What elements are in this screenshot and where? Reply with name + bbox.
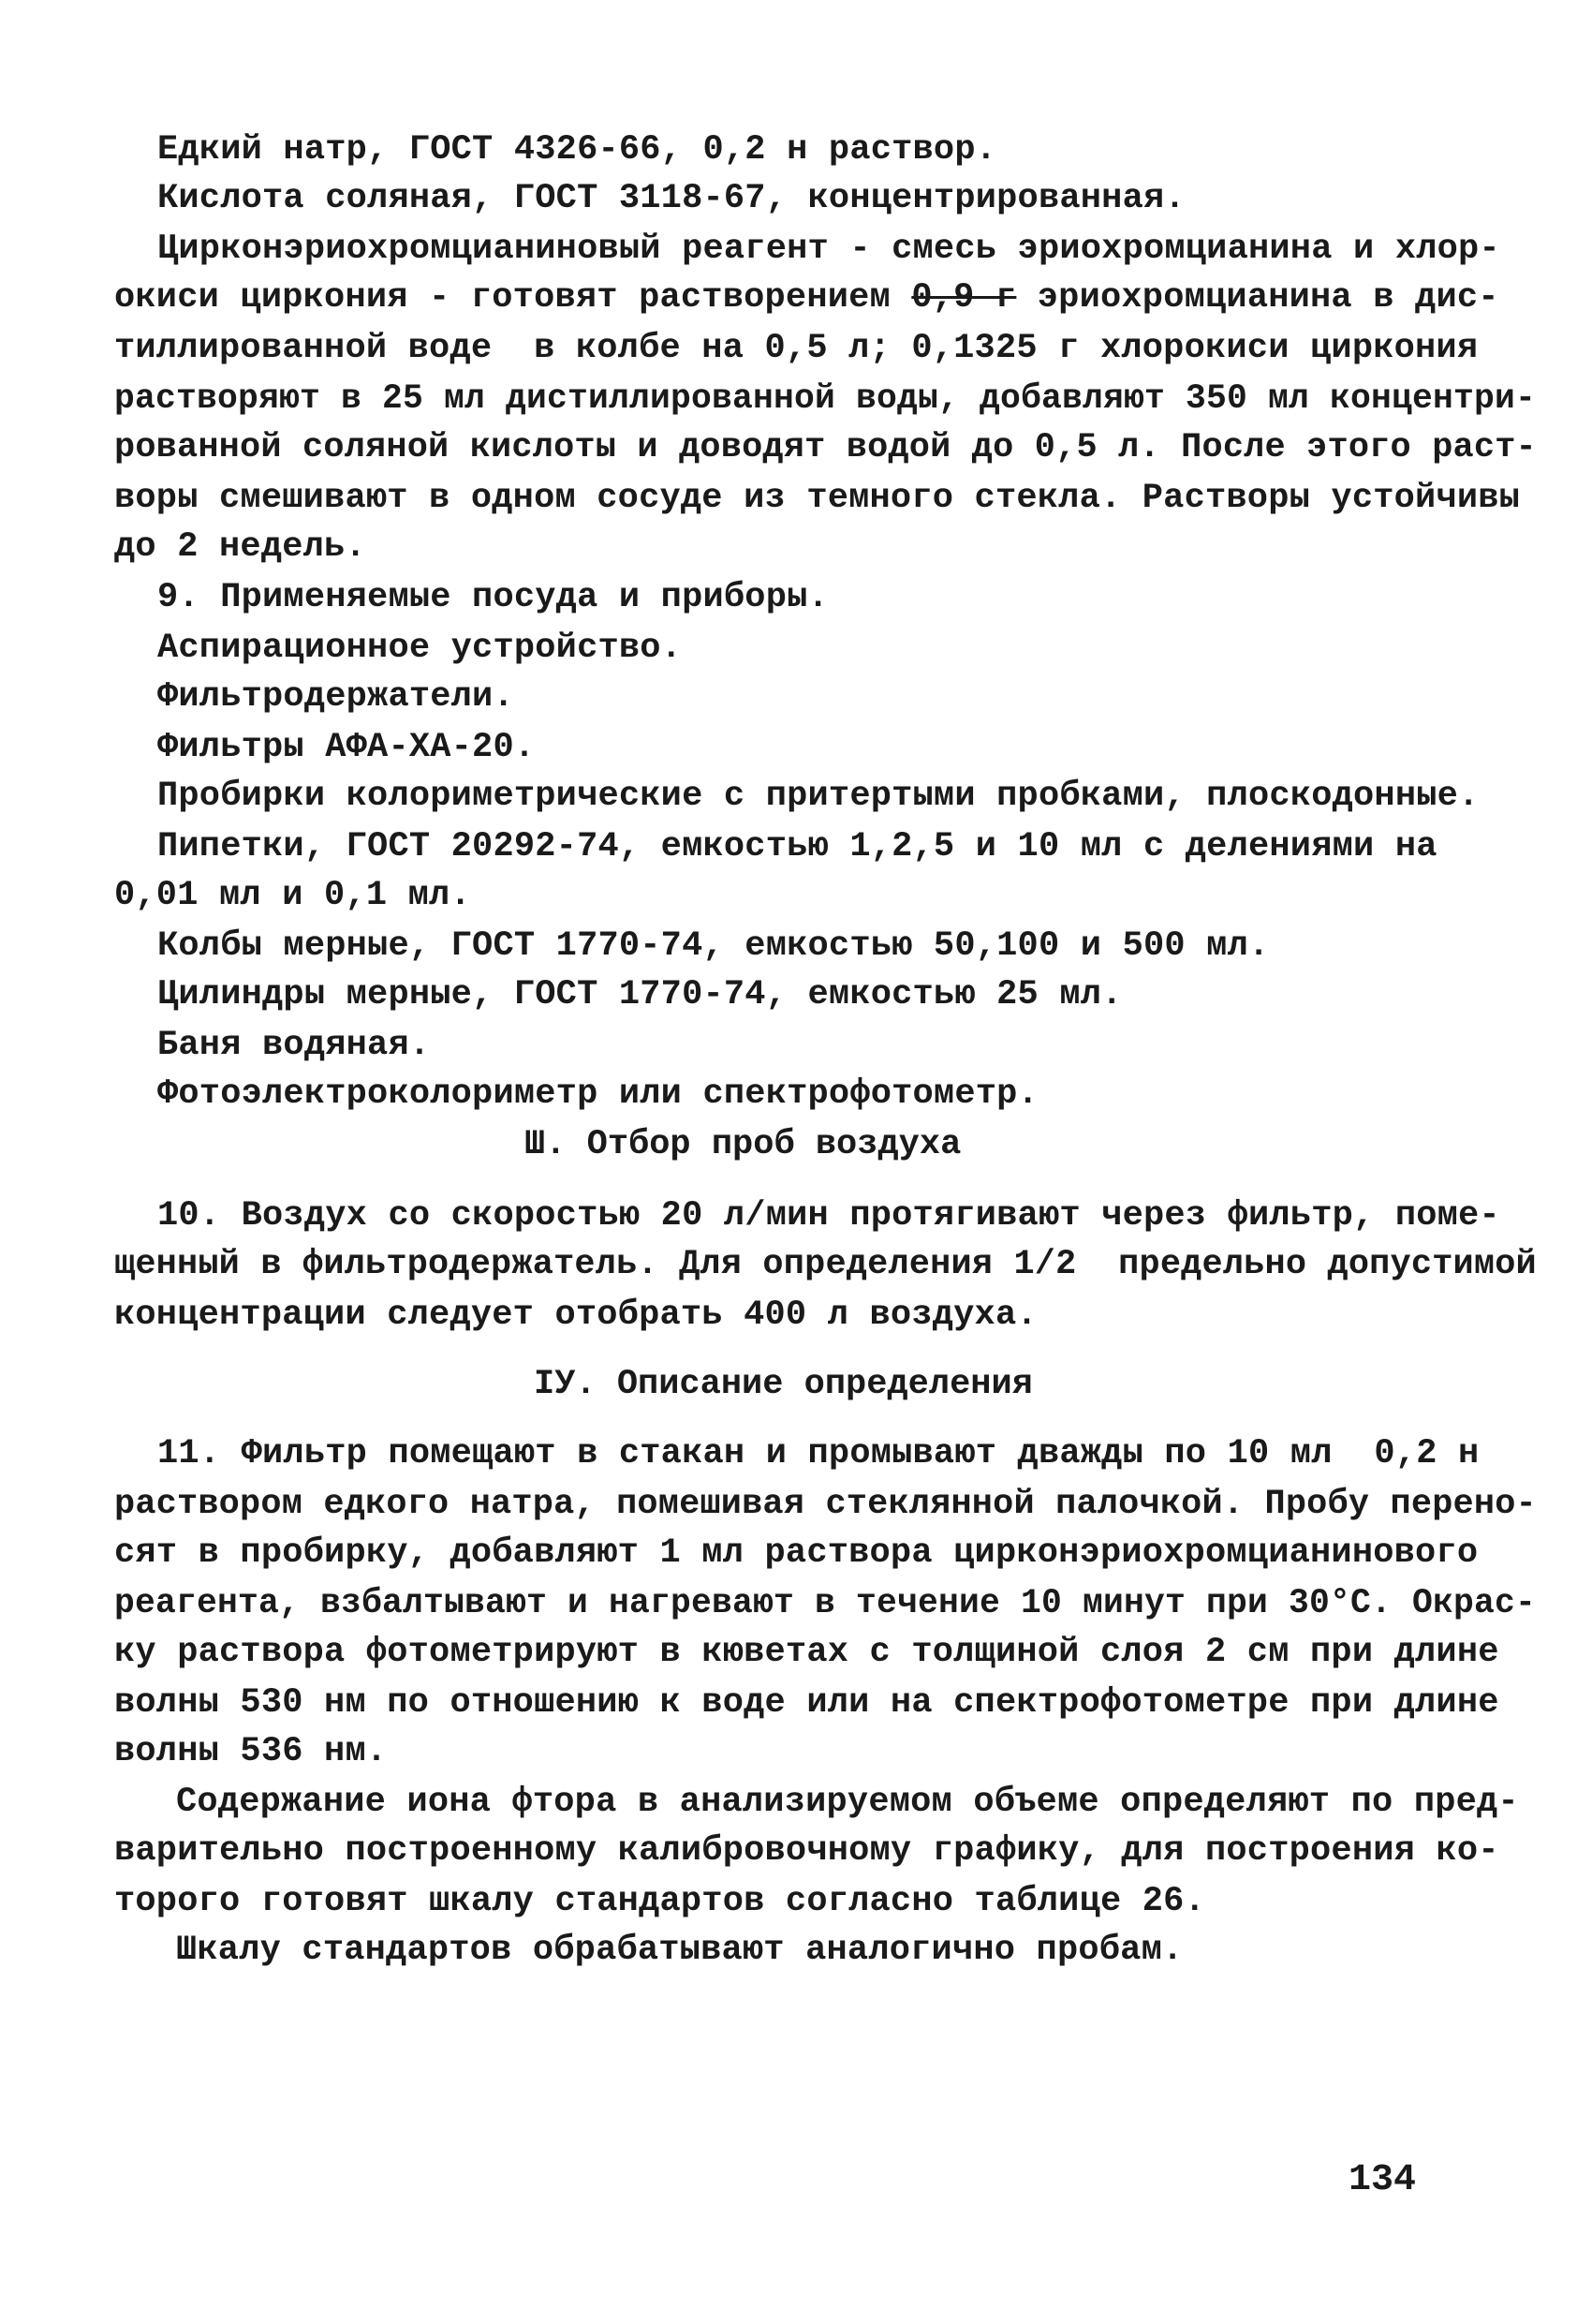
reagent-line <box>114 274 1499 322</box>
paragraph-line: волны 530 нм по отношению к воде или на спектрофотометре при длине <box>114 1683 1499 1723</box>
equipment-line: Цилиндры мерные, ГОСТ 1770-74, емкостью 25 мл. <box>157 975 1123 1014</box>
reagent-text: окиси циркония - готовят растворением <box>114 278 912 318</box>
paragraph-line: сят в пробирку, добавляют 1 мл раствора цирконэриохромцианинового <box>114 1533 1479 1573</box>
paragraph-line: Шкалу стандартов обрабатывают аналогично пробам. <box>176 1931 1184 1970</box>
paragraph-line: 10. Воздух со скоростью 20 л/мин протягивают через фильтр, поме- <box>157 1196 1500 1236</box>
equipment-line: Пробирки колориметрические с притертыми пробками, плоскодонные. <box>157 777 1480 816</box>
paragraph-line: щенный в фильтродержатель. Для определения 1/2 предельно допустимой <box>114 1245 1537 1284</box>
equipment-line: Аспирационное устройство. <box>157 629 683 668</box>
equipment-heading: 9. Применяемые посуда и приборы. <box>157 578 829 617</box>
reagent-line: тиллированной воде в колбе на 0,5 л; 0,1325 г хлорокиси циркония <box>114 329 1479 368</box>
equipment-line: Колбы мерные, ГОСТ 1770-74, емкостью 50,100 и 500 мл. <box>157 926 1270 966</box>
paragraph-line: торого готовят шкалу стандартов согласно таблице 26. <box>114 1882 1205 1921</box>
paragraph-line: концентрации следует отобрать 400 л воздуха. <box>114 1295 1038 1335</box>
reagent-line: Цирконэриохромцианиновый реагент - смесь эриохромцианина и хлор- <box>157 229 1500 269</box>
paragraph-line: варительно построенному калибровочному графику, для построения ко- <box>114 1831 1499 1871</box>
paragraph-line: раствором едкого натра, помешивая стеклянной палочкой. Пробу перено- <box>114 1485 1537 1524</box>
paragraph-line: ку раствора фотометрируют в кюветах с толщиной слоя 2 см при длине <box>114 1633 1499 1672</box>
paragraph-line: волны 536 нм. <box>114 1732 388 1771</box>
reagent-line: рованной соляной кислоты и доводят водой до 0,5 л. После этого раст- <box>114 428 1537 467</box>
equipment-line: Фильтродержатели. <box>157 677 514 717</box>
page-number: 134 <box>1349 2159 1417 2201</box>
reagent-line: растворяют в 25 мл дистиллированной воды, добавляют 350 мл концентри- <box>114 379 1537 419</box>
reagent-line: Кислота соляная, ГОСТ 3118-67, концентрированная. <box>157 179 1186 218</box>
paragraph-line: реагента, взбалтывают и нагревают в течение 10 минут при 30°С. Окрас- <box>114 1584 1537 1623</box>
paragraph-line: 11. Фильтр помещают в стакан и промывают дважды по 10 мл 0,2 н <box>157 1434 1480 1473</box>
section-heading: IУ. Описание определения <box>534 1365 1033 1404</box>
struck-text: 0,9 г <box>911 278 1017 318</box>
section-heading: Ш. Отбор проб воздуха <box>524 1125 962 1164</box>
reagent-line: Едкий натр, ГОСТ 4326-66, 0,2 н раствор. <box>157 130 997 170</box>
equipment-line: Баня водяная. <box>157 1026 431 1065</box>
equipment-line: 0,01 мл и 0,1 мл. <box>114 876 471 915</box>
reagent-line: воры смешивают в одном сосуде из темного стекла. Растворы устойчивы <box>114 479 1521 518</box>
reagent-text: эриохромцианина в дис- <box>1016 278 1499 318</box>
equipment-line: Фильтры АФА-ХА-20. <box>157 728 536 767</box>
equipment-line: Пипетки, ГОСТ 20292-74, емкостью 1,2,5 и 10 мл с делениями на <box>157 827 1437 866</box>
paragraph-line: Содержание иона фтора в анализируемом объеме определяют по пред- <box>176 1783 1519 1822</box>
equipment-line: Фотоэлектроколориметр или спектрофотометр. <box>157 1074 1039 1114</box>
reagent-line: до 2 недель. <box>114 527 366 567</box>
